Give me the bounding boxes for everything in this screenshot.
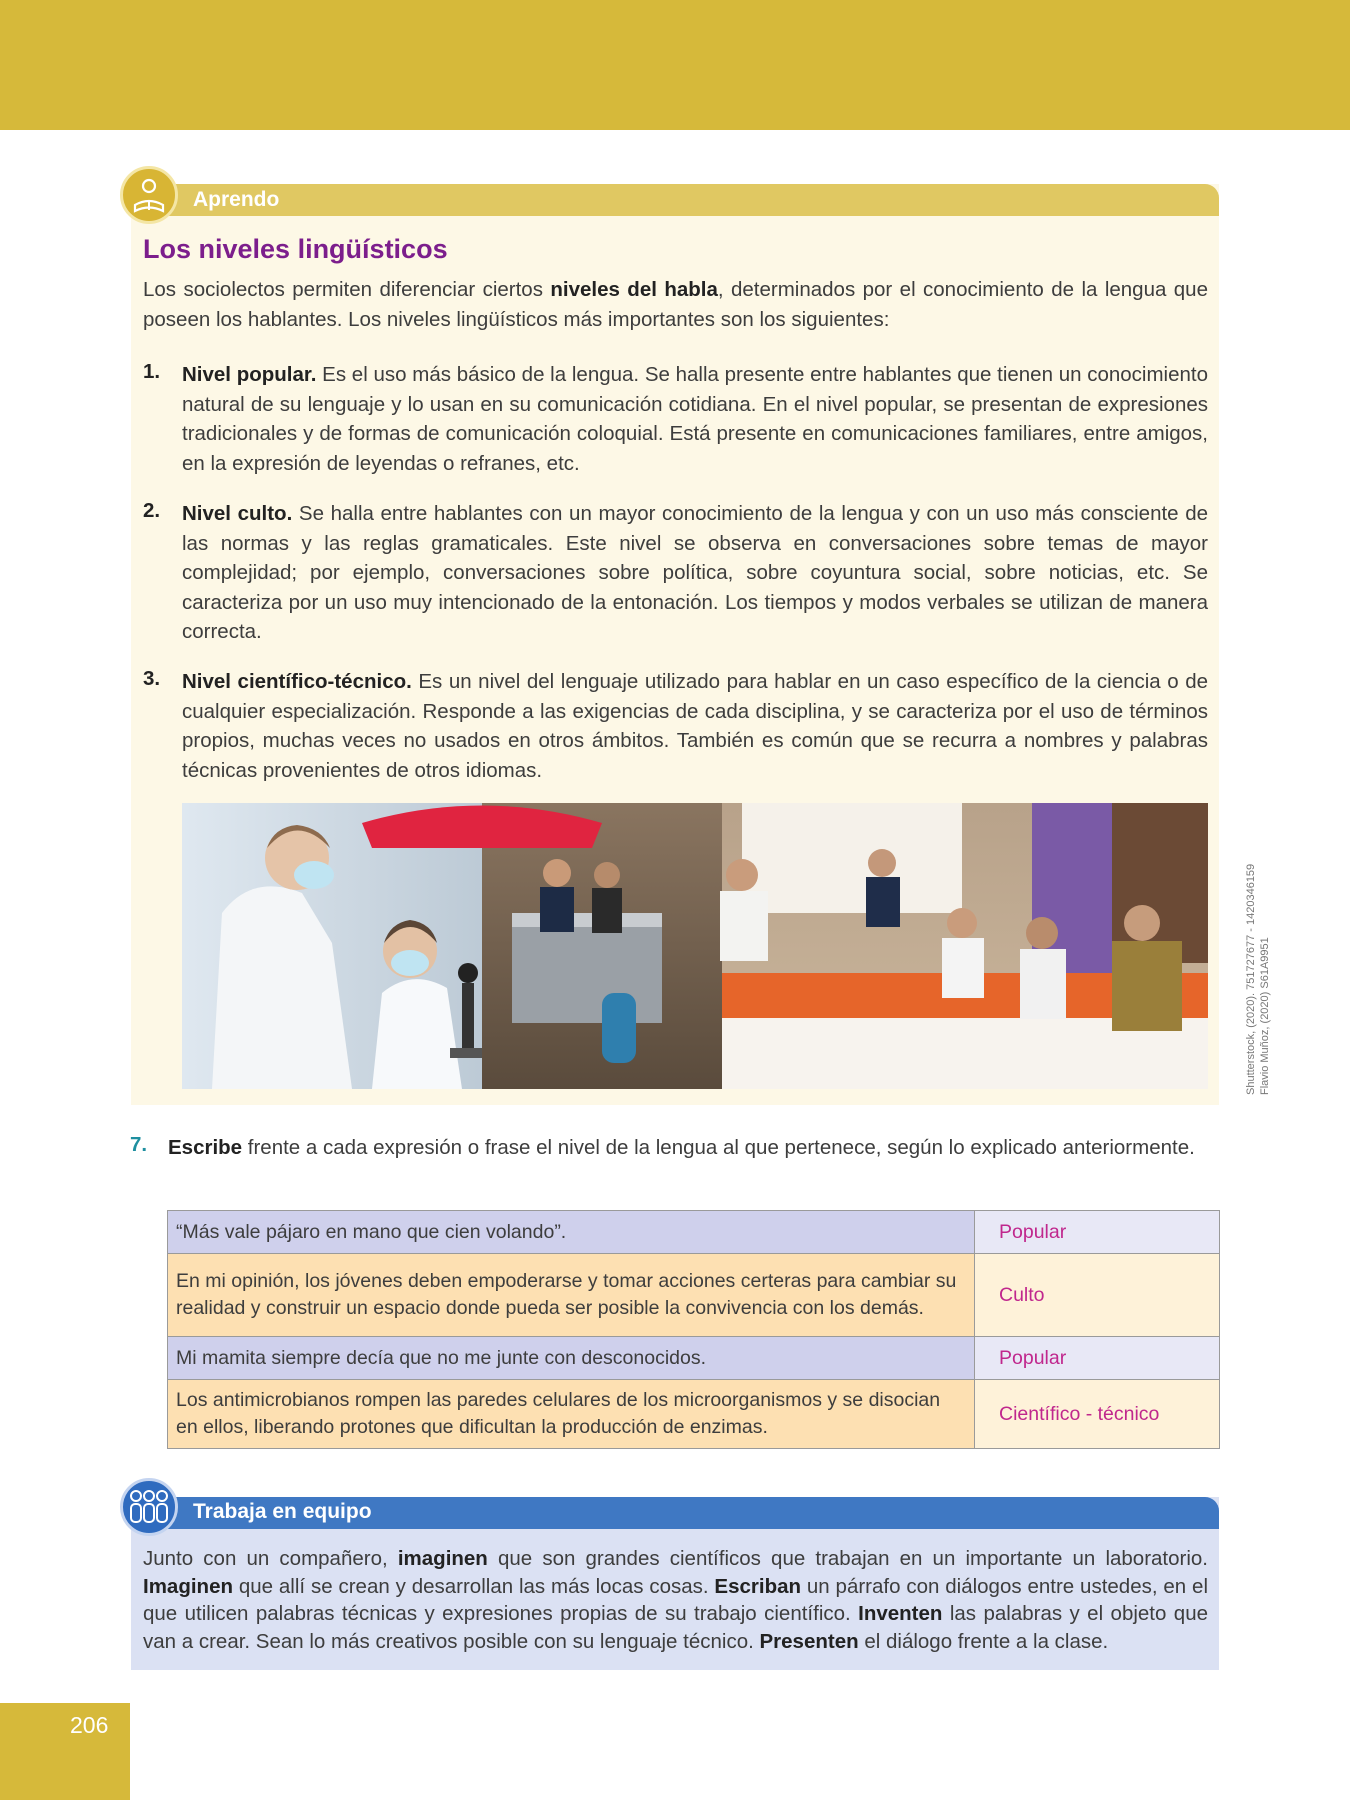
learn-label: Aprendo: [193, 188, 280, 211]
photo-collage: [182, 803, 1208, 1089]
team-instructions: Junto con un compañero, imaginen que son grandes científicos que trabajan en un importante un laboratorio. Imaginen que allí se crean y desarrollan las más locas cosas. Escriban un párrafo con diálogos entre ustedes, en el que utilicen palabras técnicas y expresiones propias de su trabajo científico. Inventen las palabras y el objeto que van a crear. Sean lo más creativos posible con su lenguaje técnico. Presenten el diálogo frente a la clase.: [143, 1547, 1209, 1653]
learn-header-bar: [131, 184, 1219, 216]
phrase-cell: En mi opinión, los jóvenes deben empoderarse y tomar acciones certeras para cambiar su realidad y construir un espacio donde pueda ser posible la convivencia con los demás.: [168, 1254, 975, 1337]
page-number-tab: [0, 1703, 130, 1800]
level-culto-paragraph: Nivel culto. Se halla entre hablantes con un mayor conocimiento de la lengua y con un uso más consciente de las normas y las reglas gramaticales. Este nivel se observa en conversaciones sobre temas de mayor complejidad; por ejemplo, conversaciones sobre política, sobre coyuntura social, sobre noticias, etc. Se caracteriza por un uso muy intencionado de la entonación. Los tiempos y modos verbales se utilizan de manera correcta.: [182, 502, 1208, 643]
phrase-cell: Mi mamita siempre decía que no me junte con desconocidos.: [168, 1337, 975, 1380]
top-color-band: [0, 0, 1350, 130]
phrase-cell: Los antimicrobianos rompen las paredes celulares de los microorganismos y se disocian en ellos, liberando protones que dificultan la producción de enzimas.: [168, 1380, 975, 1449]
item-number: 1.: [143, 360, 161, 383]
table-row: [168, 1380, 1220, 1449]
conference-scene-image: [720, 803, 1208, 1089]
team-label: Trabaja en equipo: [193, 1500, 372, 1523]
level-cientifico-paragraph: Nivel científico-técnico. Es un nivel del lenguaje utilizado para hablar en un caso específico de la ciencia o de cualquier especialización. Responde a las exigencias de cada disciplina, y se caracteriza por el uso de términos propios, muchas veces no usados en otros ámbitos. También es común que se recurra a nombres y palabras técnicas provenientes de otros idiomas.: [182, 670, 1208, 782]
item-number: 3.: [143, 667, 161, 690]
answers-table: [167, 1210, 1220, 1449]
activity-number: 7.: [130, 1133, 148, 1156]
group-people-icon: [120, 1478, 178, 1536]
photo-credit: Shutterstock, (2020). 751727677 - 1420346159 Flavio Muñoz, (2020) S61A9951: [1245, 863, 1271, 1095]
table-row: [168, 1254, 1220, 1337]
activity-instruction: Escribe frente a cada expresión o frase el nivel de la lengua al que pertenece, según lo explicado anteriormente.: [168, 1136, 1195, 1159]
table-row: [168, 1337, 1220, 1380]
section-title: Los niveles lingüísticos: [143, 234, 448, 264]
table-row: [168, 1211, 1220, 1254]
answer-field[interactable]: Culto: [975, 1254, 1220, 1337]
phrase-cell: “Más vale pájaro en mano que cien volando”.: [168, 1211, 975, 1254]
intro-paragraph: Los sociolectos permiten diferenciar ciertos niveles del habla, determinados por el conocimiento de la lengua que poseen los hablantes. Los niveles lingüísticos más importantes son los siguientes:: [143, 278, 1208, 331]
answer-field[interactable]: Científico - técnico: [975, 1380, 1220, 1449]
level-popular-paragraph: Nivel popular. Es el uso más básico de la lengua. Se halla presente entre hablantes que tienen un conocimiento natural de su lenguaje y lo usan en su comunicación cotidiana. En el nivel popular, se presentan de expresiones tradicionales y de formas de comunicación coloquial. Está presente en comunicaciones familiares, entre amigos, en la expresión de leyendas o refranes, etc.: [182, 363, 1209, 475]
answer-field[interactable]: Popular: [975, 1211, 1220, 1254]
page-number: 206: [70, 1712, 109, 1738]
answer-field[interactable]: Popular: [975, 1337, 1220, 1380]
item-number: 2.: [143, 499, 161, 522]
reading-person-icon: [120, 166, 178, 224]
